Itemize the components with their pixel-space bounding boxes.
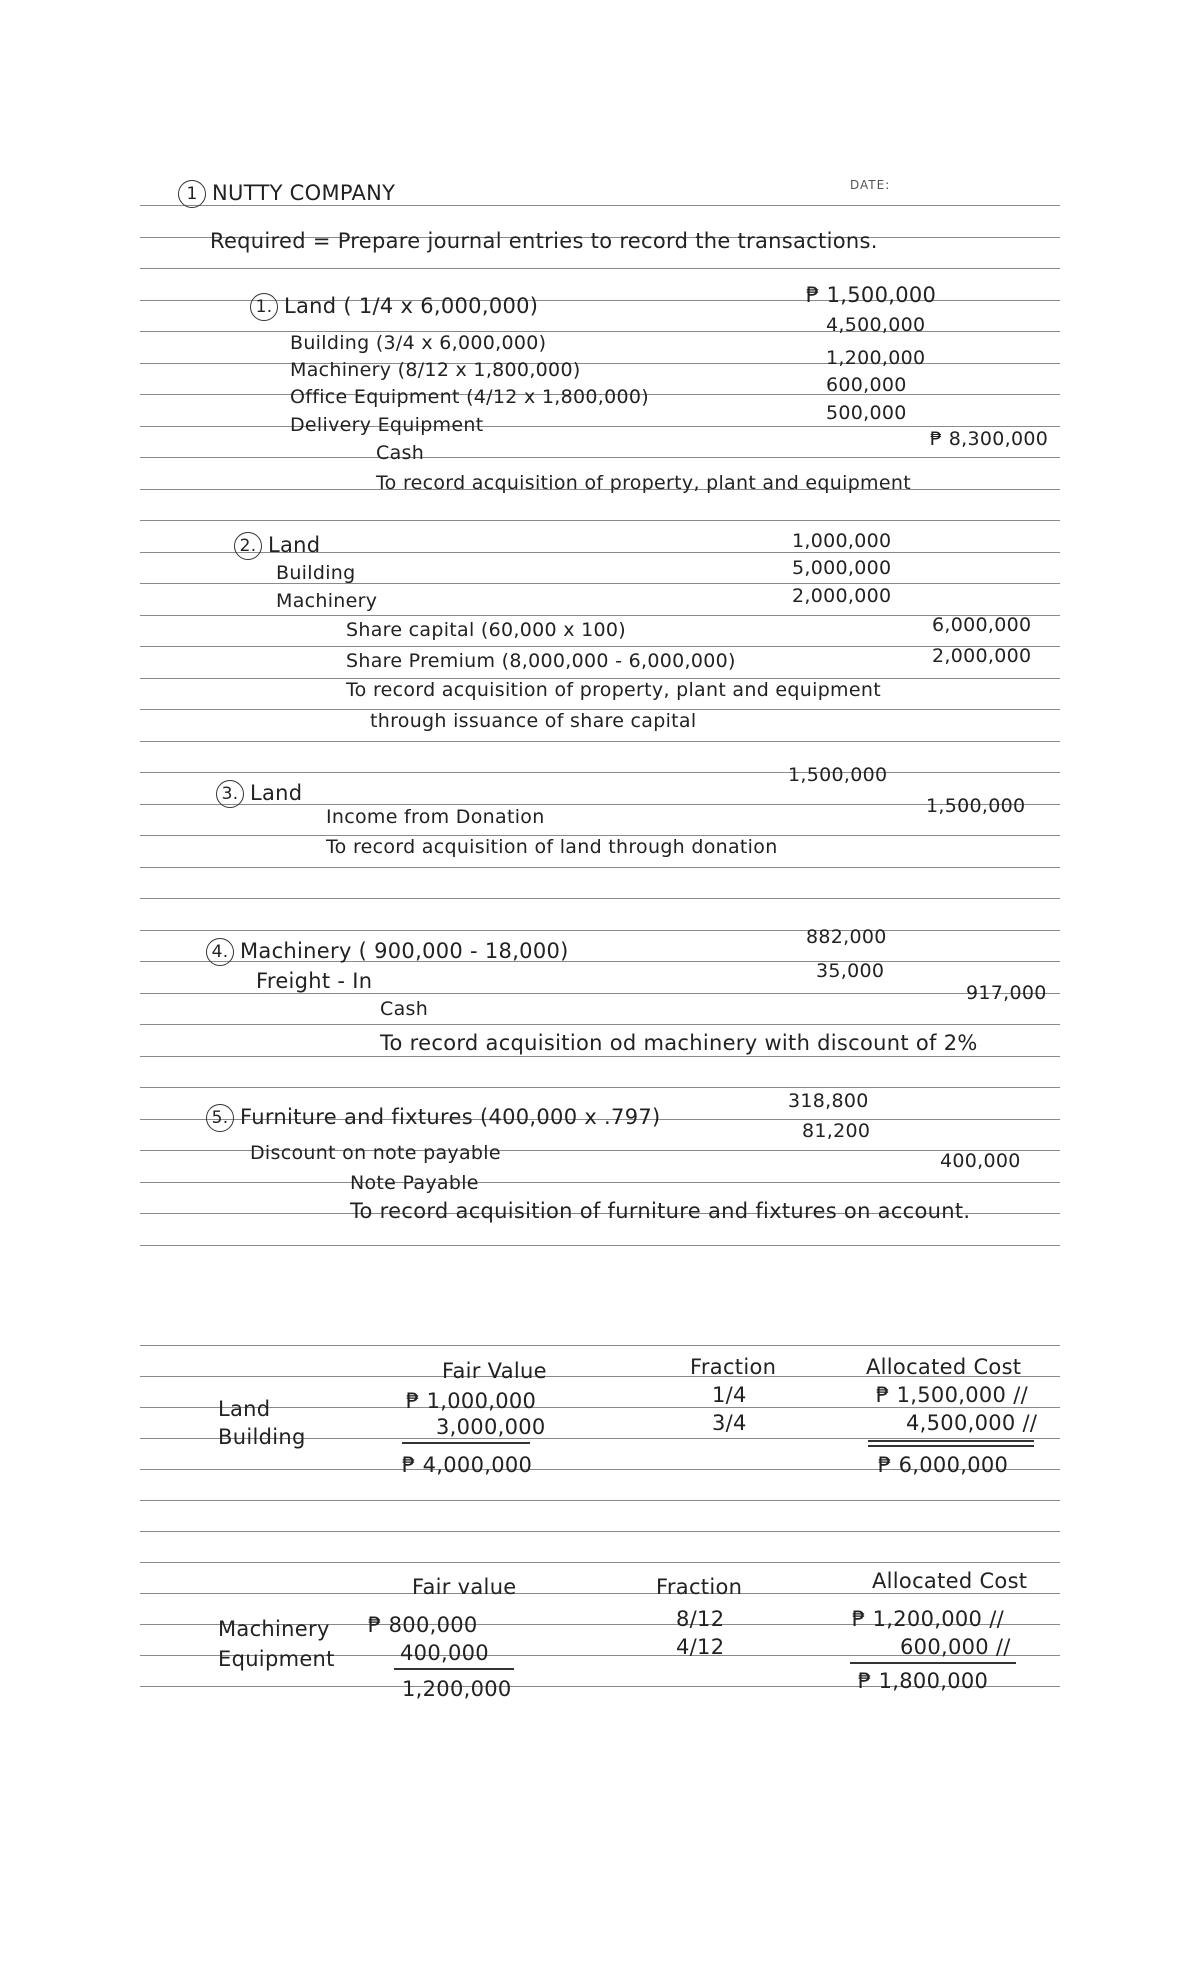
table-1-row-1-label: Land: [218, 1397, 271, 1421]
entry-4-freight-amount: 35,000: [816, 960, 885, 982]
table-2-row-1-label: Machinery: [218, 1617, 330, 1641]
entry-2-building: Building: [276, 562, 356, 584]
entry-4-number: 4.: [206, 938, 234, 966]
entry-2-memo-1: To record acquisition of property, plant and equipment: [346, 679, 881, 701]
table-2-total-alloc: ₱ 1,800,000: [858, 1669, 989, 1693]
table-1-row-2-fair: 3,000,000: [436, 1415, 546, 1439]
table-2-header-fair-value: Fair value: [412, 1575, 517, 1599]
entry-3-memo: To record acquisition of land through donation: [326, 836, 778, 858]
ruled-line: [140, 1056, 1060, 1057]
entry-5-furniture-amount: 318,800: [788, 1090, 869, 1112]
table-1-fair-underline: [402, 1442, 530, 1444]
ruled-line: [140, 1500, 1060, 1501]
table-2-row-2-label: Equipment: [218, 1647, 335, 1671]
ruled-line: [140, 646, 1060, 647]
entry-4-freight: Freight - In: [256, 969, 373, 993]
ruled-line: [140, 426, 1060, 427]
table-2-row-1-fraction: 8/12: [676, 1607, 725, 1631]
ruled-line: [140, 898, 1060, 899]
table-1-row-1-alloc: ₱ 1,500,000 //: [876, 1383, 1028, 1407]
ruled-line: [140, 1531, 1060, 1532]
ruled-line: [140, 1562, 1060, 1563]
entry-4-machinery: 4. Machinery ( 900,000 - 18,000): [206, 938, 569, 966]
table-2-total-fair: 1,200,000: [402, 1677, 512, 1701]
table-1-row-2-fraction: 3/4: [712, 1411, 747, 1435]
table-2-row-2-fraction: 4/12: [676, 1635, 725, 1659]
entry-1-cash-amount: ₱ 8,300,000: [930, 428, 1049, 450]
entry-5-furniture: 5. Furniture and fixtures (400,000 x .797): [206, 1104, 661, 1132]
ruled-line: [140, 520, 1060, 521]
table-1-alloc-underline-2: [868, 1445, 1034, 1447]
table-2-row-2-alloc: 600,000 //: [900, 1635, 1011, 1659]
ruled-line: [140, 615, 1060, 616]
entry-2-share-premium-amount: 2,000,000: [932, 645, 1032, 667]
ruled-line: [140, 741, 1060, 742]
entry-3-income: Income from Donation: [326, 806, 545, 828]
entry-1-machinery: Machinery (8/12 x 1,800,000): [290, 359, 581, 381]
entry-3-number: 3.: [216, 780, 244, 808]
ruled-line: [140, 457, 1060, 458]
entry-1-office-amount: 600,000: [826, 374, 907, 396]
company-name: NUTTY COMPANY: [212, 181, 396, 205]
entry-1-machinery-amount: 1,200,000: [826, 347, 926, 369]
entry-1-land-amount: ₱ 1,500,000: [806, 283, 937, 307]
table-2-row-2-fair: 400,000: [400, 1641, 489, 1665]
ruled-line: [140, 772, 1060, 773]
entry-3-land-amount: 1,500,000: [788, 764, 888, 786]
entry-2-share-premium: Share Premium (8,000,000 - 6,000,000): [346, 650, 736, 672]
entry-2-machinery: Machinery: [276, 590, 378, 612]
entry-2-land: 2. Land: [234, 532, 320, 560]
entry-1-delivery-amount: 500,000: [826, 402, 907, 424]
table-1-alloc-underline: [868, 1440, 1034, 1442]
entry-2-land-amount: 1,000,000: [792, 530, 892, 552]
entry-5-note-payable: Note Payable: [350, 1172, 479, 1194]
entry-1-building-amount: 4,500,000: [826, 314, 926, 336]
entry-2-number: 2.: [234, 532, 262, 560]
title-number: 1: [178, 180, 206, 208]
entry-2-share-capital-amount: 6,000,000: [932, 614, 1032, 636]
table-2-row-1-fair: ₱ 800,000: [368, 1613, 478, 1637]
entry-1-building: Building (3/4 x 6,000,000): [290, 332, 547, 354]
entry-5-discount-amount: 81,200: [802, 1120, 871, 1142]
entry-5-memo: To record acquisition of furniture and fixtures on account.: [350, 1199, 971, 1223]
ruled-line: [140, 930, 1060, 931]
entry-2-memo-2: through issuance of share capital: [370, 710, 697, 732]
table-1-total-fair: ₱ 4,000,000: [402, 1453, 533, 1477]
table-2-fair-underline: [394, 1668, 514, 1670]
ruled-line: [140, 867, 1060, 868]
entry-3-income-amount: 1,500,000: [926, 795, 1026, 817]
entry-5-discount: Discount on note payable: [250, 1142, 501, 1164]
ruled-line: [140, 1182, 1060, 1183]
entry-2-machinery-amount: 2,000,000: [792, 585, 892, 607]
table-1-header-allocated: Allocated Cost: [866, 1355, 1022, 1379]
table-1-row-1-fair: ₱ 1,000,000: [406, 1389, 537, 1413]
entry-2-building-amount: 5,000,000: [792, 557, 892, 579]
entry-1-number: 1.: [250, 293, 278, 321]
ruled-line: [140, 1087, 1060, 1088]
table-2-header-fraction: Fraction: [656, 1575, 743, 1599]
entry-4-memo: To record acquisition od machinery with discount of 2%: [380, 1031, 978, 1055]
entry-1-memo: To record acquisition of property, plant and equipment: [376, 472, 911, 494]
table-1-row-2-label: Building: [218, 1425, 306, 1449]
title-line: [178, 180, 395, 208]
entry-4-machinery-amount: 882,000: [806, 926, 887, 948]
entry-1-delivery-equipment: Delivery Equipment: [290, 414, 484, 436]
ruled-line: [140, 1345, 1060, 1346]
table-1-header-fair-value: Fair Value: [442, 1359, 547, 1383]
table-2-row-1-alloc: ₱ 1,200,000 //: [852, 1607, 1004, 1631]
entry-1-cash: Cash: [376, 442, 425, 464]
entry-4-cash-amount: 917,000: [966, 982, 1047, 1004]
table-1-total-alloc: ₱ 6,000,000: [878, 1453, 1009, 1477]
entry-5-note-amount: 400,000: [940, 1150, 1021, 1172]
ruled-line: [140, 1245, 1060, 1246]
entry-1-land: 1. Land ( 1/4 x 6,000,000): [250, 293, 538, 321]
table-1-row-1-fraction: 1/4: [712, 1383, 747, 1407]
entry-2-share-capital: Share capital (60,000 x 100): [346, 619, 627, 641]
entry-4-cash: Cash: [380, 998, 429, 1020]
table-1-row-2-alloc: 4,500,000 //: [906, 1411, 1038, 1435]
entry-3-land: 3. Land: [216, 780, 302, 808]
entry-1-office-equipment: Office Equipment (4/12 x 1,800,000): [290, 386, 649, 408]
ruled-line: [140, 1024, 1060, 1025]
table-2-alloc-underline: [850, 1662, 1016, 1664]
table-2-header-allocated: Allocated Cost: [872, 1569, 1028, 1593]
ruled-line: [140, 268, 1060, 269]
table-1-header-fraction: Fraction: [690, 1355, 777, 1379]
required-text: Required = Prepare journal entries to record the transactions.: [210, 229, 878, 253]
date-label: DATE:: [850, 178, 891, 192]
entry-5-number: 5.: [206, 1104, 234, 1132]
